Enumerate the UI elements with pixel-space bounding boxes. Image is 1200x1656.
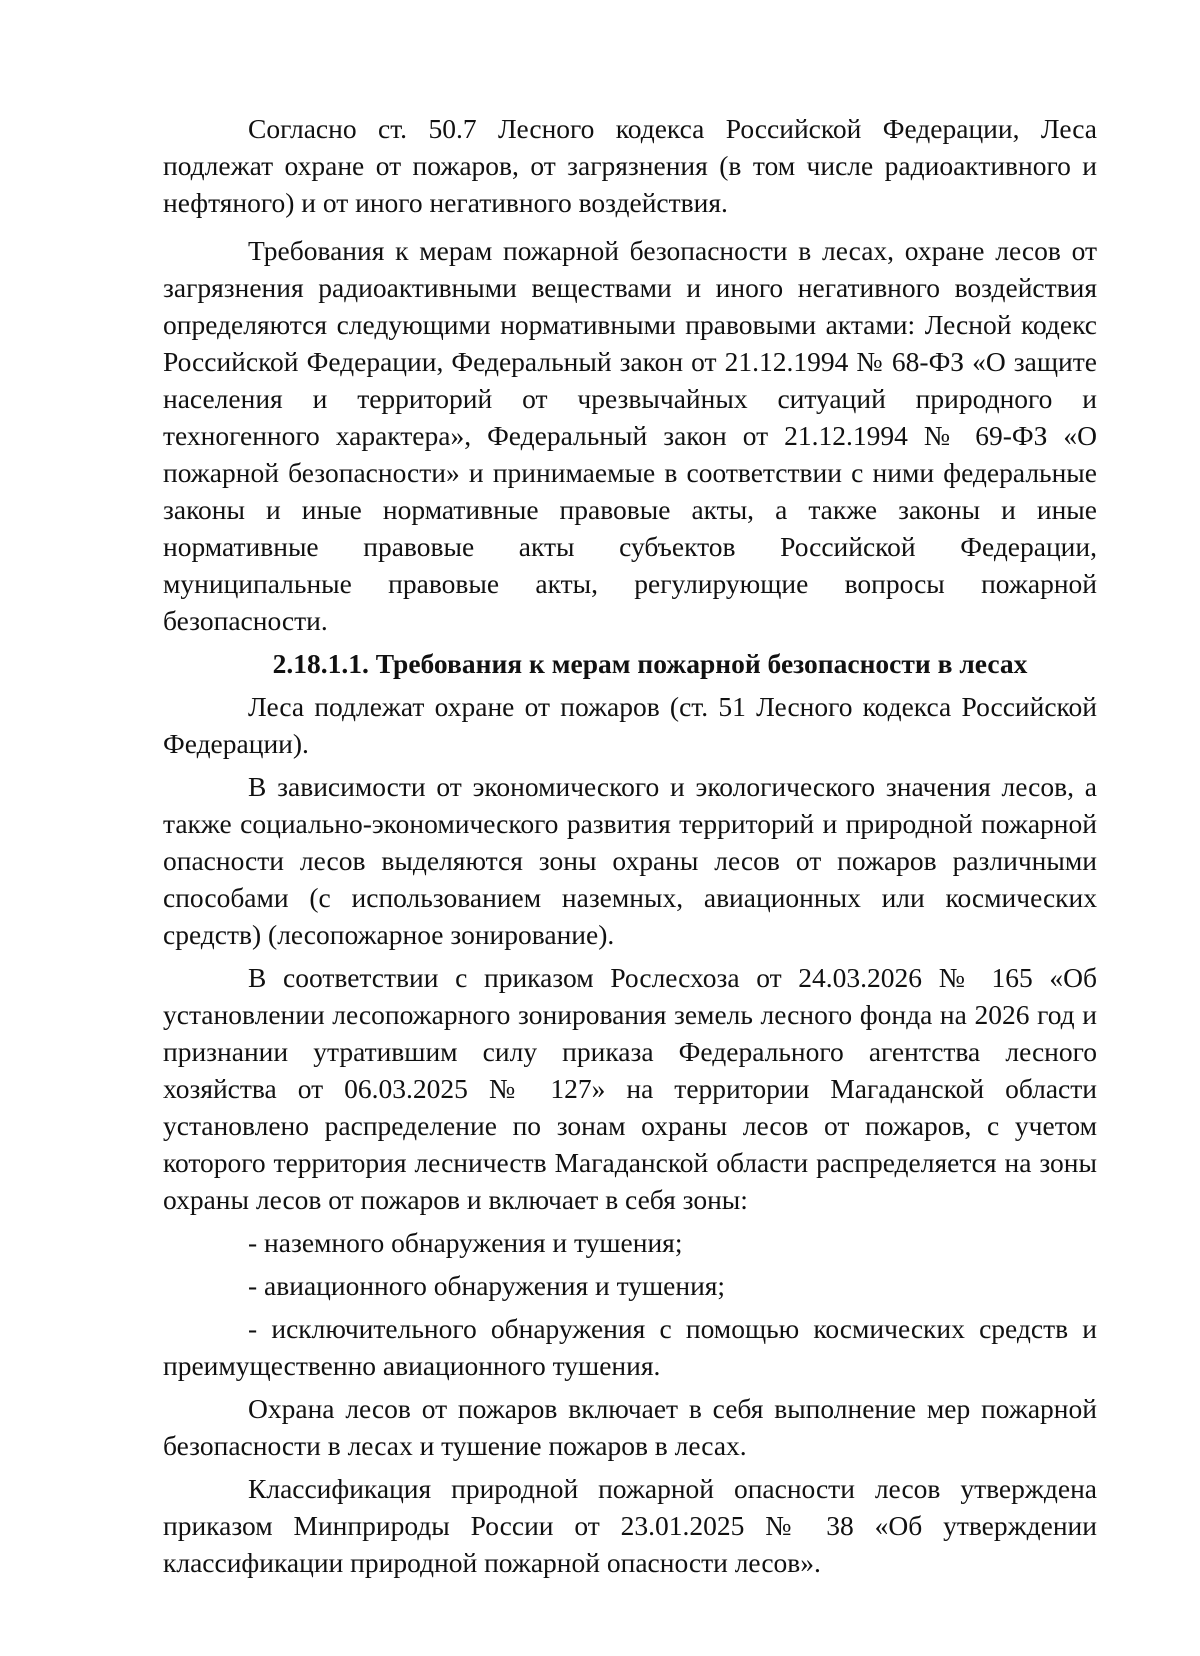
paragraph-protection-includes: Охрана лесов от пожаров включает в себя выполнение мер пожарной безопасности в лесах и тушение пожаров в лесах. bbox=[163, 1393, 1097, 1461]
paragraph-fire-zoning: В зависимости от экономического и экологического значения лесов, а также социально-экономического развития территорий и природной пожарной опасности лесов выделяются зоны охраны лесов от пожаров различными способами (с использованием наземных, авиационных или космических средств) (лесопожарное зонирование). bbox=[163, 771, 1097, 950]
paragraph-classification: Классификация природной пожарной опасности лесов утверждена приказом Минприроды России от 23.01.2025 № 38 «Об утверждении классификации природной пожарной опасности лесов». bbox=[163, 1473, 1097, 1578]
section-heading: 2.18.1.1. Требования к мерам пожарной безопасности в лесах bbox=[272, 648, 1028, 679]
paragraph-rosleshoz-order: В соответствии с приказом Рослесхоза от 24.03.2026 № 165 «Об установлении лесопожарного зонирования земель лесного фонда на 2026 год и признании утратившим силу приказа Федерального агентства лесного хозяйства от 06.03.2025 № 127» на территории Магаданской области установлено распределение по зонам охраны лесов от пожаров, с учетом которого территория лесничеств Магаданской области распределяется на зоны охраны лесов от пожаров и включает в себя зоны: bbox=[163, 962, 1097, 1215]
paragraph-regulatory-acts: Требования к мерам пожарной безопасности в лесах, охране лесов от загрязнения радиоактивными веществами и иного негативного воздействия определяются следующими нормативными правовыми актами: Лесной кодекс Российской Федерации, Федеральный закон от 21.12.1994 № 68-ФЗ «О защите населения и территорий от чрезвычайных ситуаций природного и техногенного характера», Федеральный закон от 21.12.1994 № 69-ФЗ «О пожарной безопасности» и принимаемые в соответствии с ними федеральные законы и иные нормативные правовые акты, а также законы и иные нормативные правовые акты субъектов Российской Федерации, муниципальные правовые акты, регулирующие вопросы пожарной безопасности. bbox=[163, 235, 1097, 636]
list-item-aviation-zone: - авиационного обнаружения и тушения; bbox=[248, 1270, 726, 1301]
paragraph-forest-code-article: Согласно ст. 50.7 Лесного кодекса Российской Федерации, Леса подлежат охране от пожаров, от загрязнения (в том числе радиоактивного и нефтяного) и от иного негативного воздействия. bbox=[163, 113, 1097, 218]
list-item-ground-zone: - наземного обнаружения и тушения; bbox=[248, 1227, 683, 1258]
document-body bbox=[163, 110, 1097, 1592]
list-item-space-zone: - исключительного обнаружения с помощью космических средств и преимущественно авиационного тушения. bbox=[163, 1313, 1097, 1381]
paragraph-forest-protection: Леса подлежат охране от пожаров (ст. 51 Лесного кодекса Российской Федерации). bbox=[163, 691, 1097, 759]
